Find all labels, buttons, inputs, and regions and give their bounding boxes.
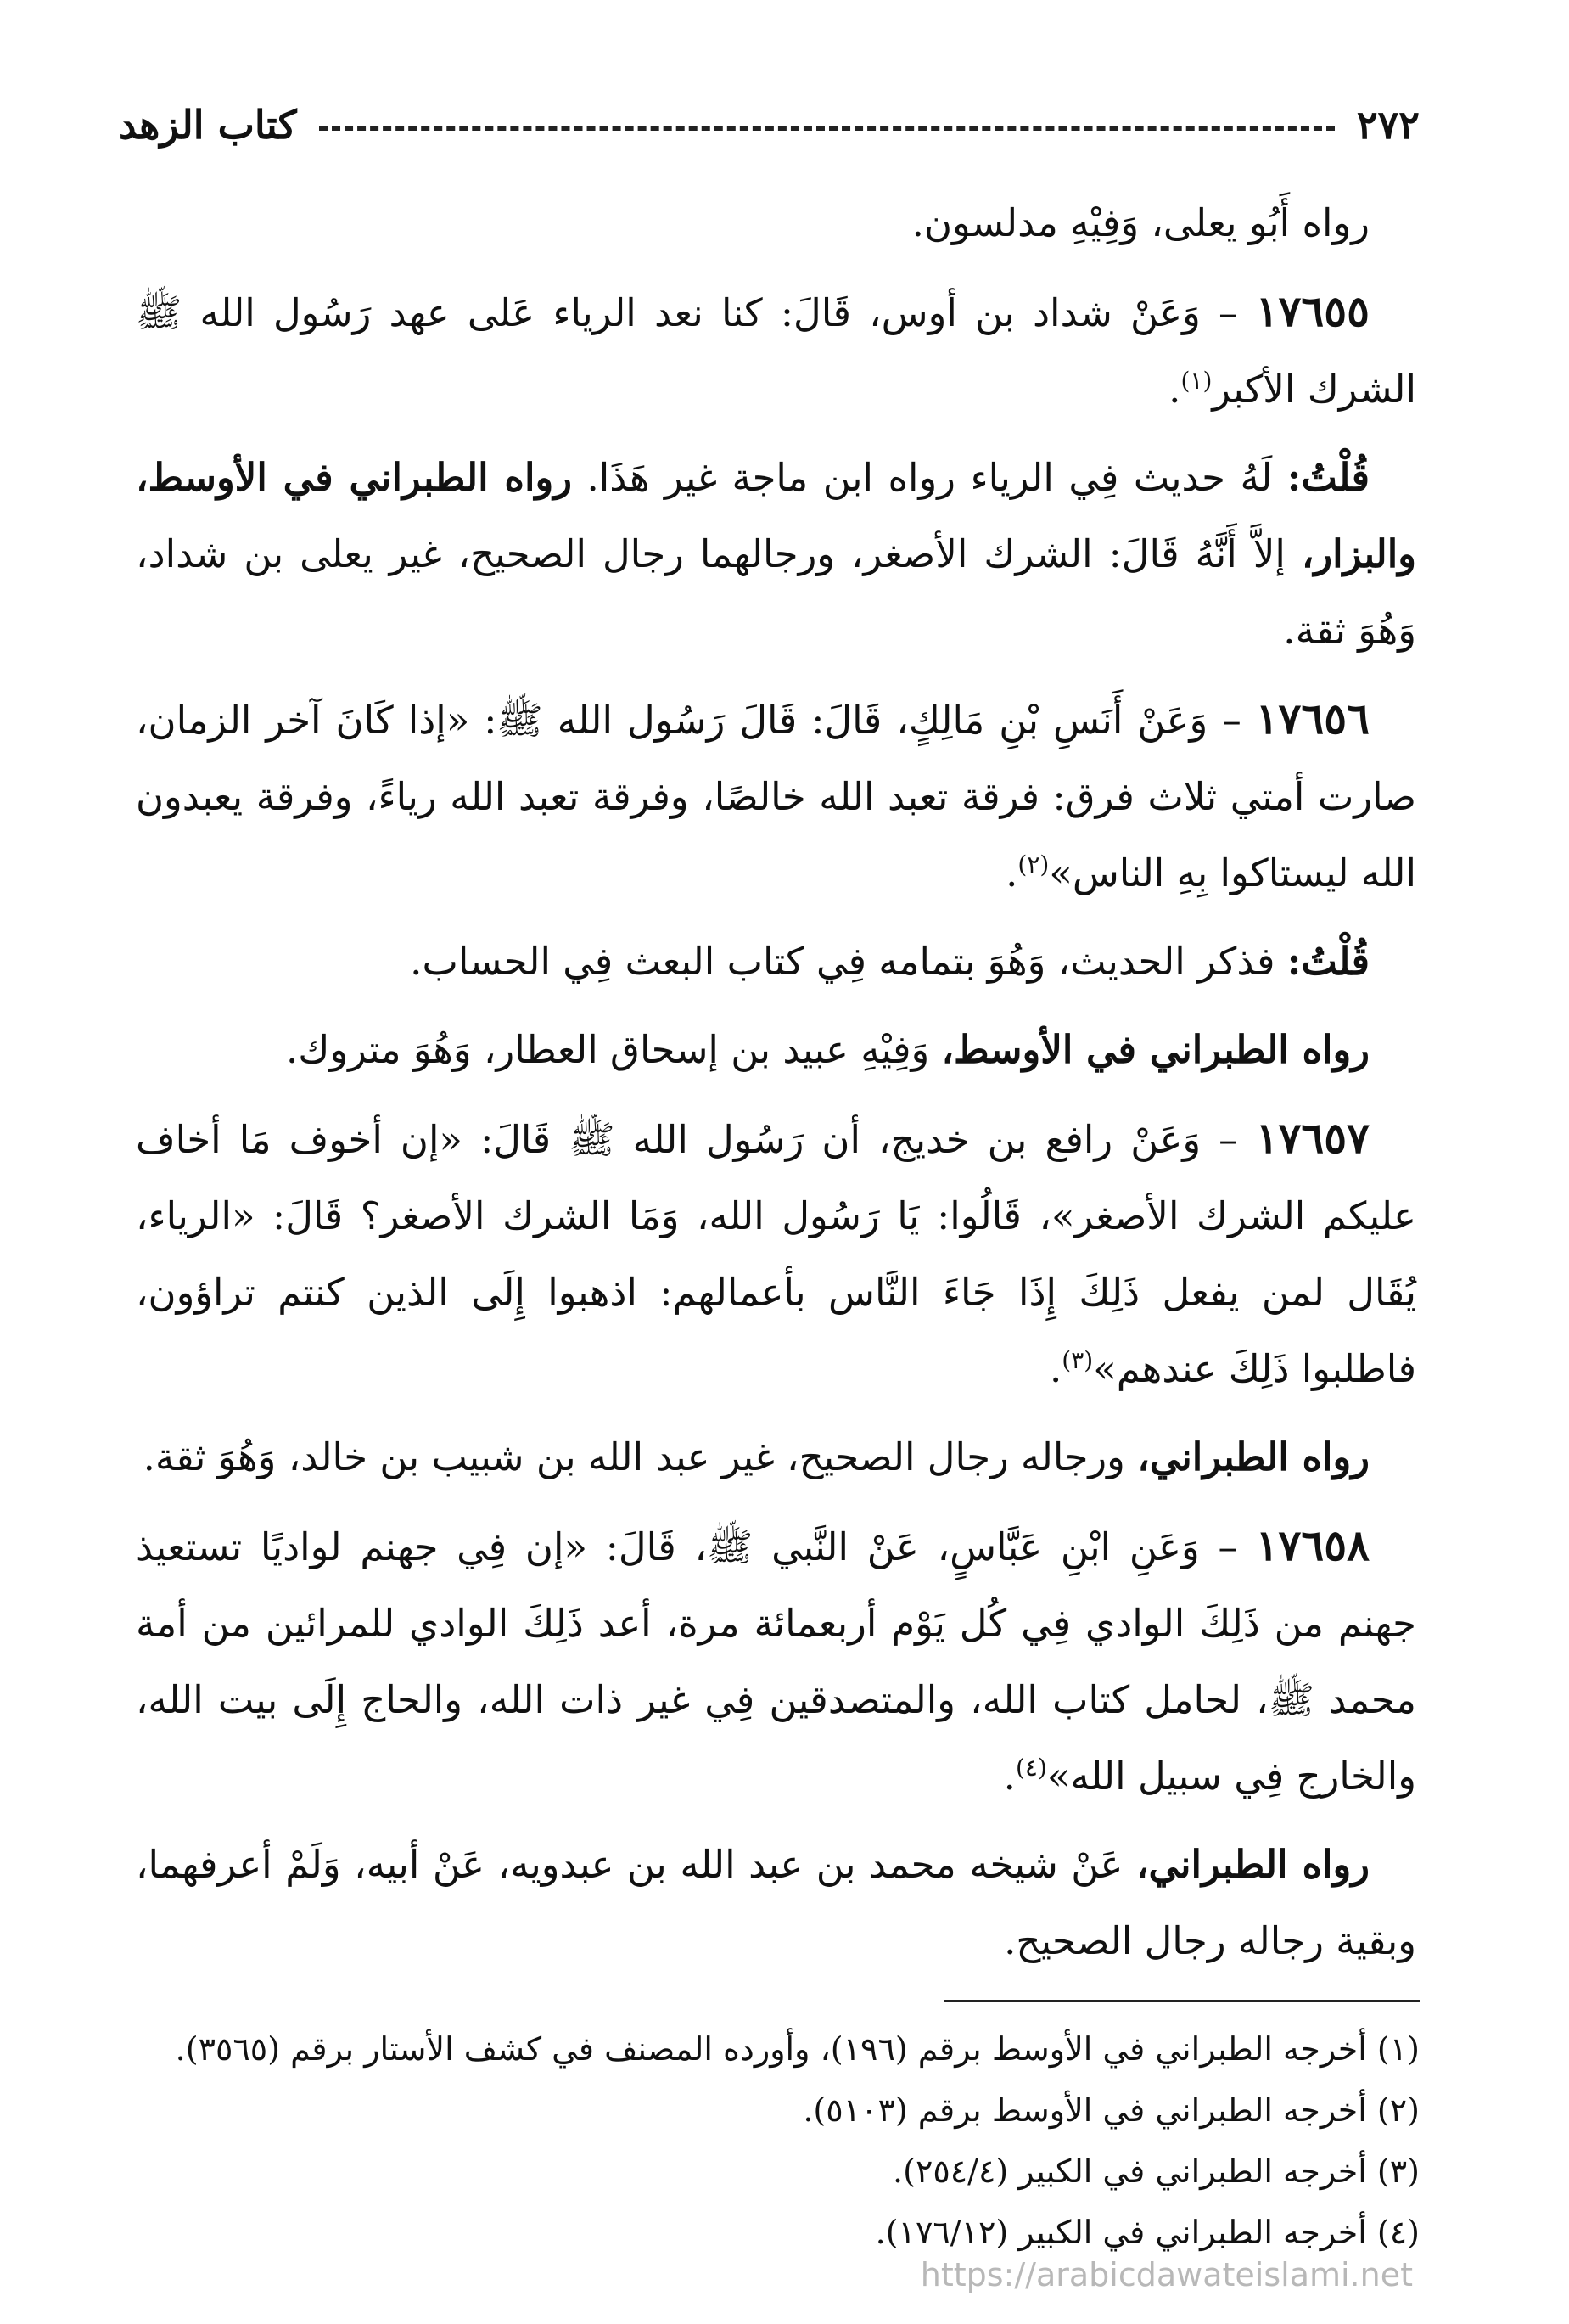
- hadith-end: .: [1168, 367, 1181, 412]
- hadith-number: ١٧٦٥٥: [1255, 286, 1370, 336]
- paragraph: [136, 185, 1416, 261]
- footnote-marker[interactable]: (٤): [1015, 1754, 1047, 1782]
- hadith-17658: [136, 1507, 1416, 1815]
- footnote-marker[interactable]: (١): [1180, 367, 1213, 395]
- hadith-text: – وَعَنِ ابْنِ عَبَّاسٍ، عَنْ النَّبي ﷺ، قَالَ: «إن فِي جهنم لواديًا تستعيذ جهنم من ذَلِكَ الوادي فِي كُل يَوْم أربعمائة مرة، أعد ذَلِكَ الوادي للمرائين من أمة محمد ﷺ، لحامل كتاب الله، والمتصدقين فِي غير ذات الله، والحاج إِلَى بيت الله، والخارج فِي سبيل الله»: [136, 1524, 1416, 1799]
- hadith-text: – وَعَنْ رافع بن خديج، أن رَسُول الله ﷺ قَالَ: «إن أخوف مَا أخاف عليكم الشرك الأصغر»، قَالُوا: يَا رَسُول الله، وَمَا الشرك الأصغر؟ قَالَ: «الرياء، يُقَال لمن يفعل ذَلِكَ إِذَا جَاءَ النَّاس بأعمالهم: اذهبوا إِلَى الذين كنتم تراؤون، فاطلبوا ذَلِكَ عندهم»: [136, 1117, 1416, 1391]
- running-header: [119, 95, 1420, 154]
- footnote-4: (٤) أخرجه الطبراني في الكبير (١٧٦/١٢).: [875, 2214, 1420, 2251]
- hadith-number: ١٧٦٥٦: [1255, 693, 1370, 744]
- footnote-marker[interactable]: (٢): [1017, 850, 1050, 879]
- hadith-text: – وَعَنْ شداد بن أوس، قَالَ: كنا نعد الرياء عَلى عهد رَسُول الله ﷺ الشرك الأكبر: [136, 290, 1416, 412]
- commentary-text: فذكر الحديث، وَهُوَ بتمامه فِي كتاب البعث فِي الحساب.: [410, 939, 1275, 984]
- narrator-reference: رواه الطبراني في الأوسط، والبزار،: [136, 455, 1416, 576]
- narration-text: ورجاله رجال الصحيح، غير عبد الله بن شبيب بن خالد، وَهُوَ ثقة.: [143, 1434, 1125, 1479]
- hadith-end: .: [1003, 1754, 1016, 1799]
- narration-text: وَفِيْهِ عبيد بن إسحاق العطار، وَهُوَ متروك.: [285, 1027, 930, 1072]
- narrator-reference: رواه الطبراني،: [1137, 1434, 1370, 1479]
- page-number: ٢٧٢: [1356, 102, 1420, 148]
- hadith-17656: [136, 681, 1416, 912]
- paragraph-text: رواه أَبُو يعلى، وَفِيْهِ مدلسون.: [911, 200, 1370, 245]
- commentary-text: إلاَّ أَنَّهُ قَالَ: الشرك الأصغر، ورجالهما رجال الصحيح، غير يعلى بن شداد، وَهُوَ ثقة.: [136, 531, 1416, 653]
- footnote-1: (١) أخرجه الطبراني في الأوسط برقم (١٩٦)، وأورده المصنف في كشف الأستار برقم (٣٥٦٥).: [175, 2030, 1420, 2068]
- narrator-reference: رواه الطبراني،: [1135, 1842, 1370, 1887]
- narration-note: [136, 1012, 1416, 1088]
- commentary: [136, 923, 1416, 1000]
- commentary-lead: قُلْتُ:: [1286, 455, 1370, 500]
- narration-text: عَنْ شيخه محمد بن عبد الله بن عبدويه، عَنْ أبيه، وَلَمْ أعرفهما، وبقية رجاله رجال الصحيح.: [136, 1842, 1416, 1963]
- hadith-number: ١٧٦٥٨: [1255, 1520, 1370, 1570]
- hadith-number: ١٧٦٥٧: [1255, 1113, 1370, 1163]
- footnotes: [119, 2018, 1420, 2263]
- header-dashed-rule: [319, 126, 1335, 131]
- hadith-text: – وَعَنْ أَنَسِ بْنِ مَالِكٍ، قَالَ: قَالَ رَسُول الله ﷺ: «إذا كَانَ آخر الزمان، صارت أمتي ثلاث فرق: فرقة تعبد الله خالصًا، وفرقة تعبد الله رياءً، وفرقة يعبدون الله ليستاكوا بِهِ الناس»: [136, 698, 1416, 895]
- hadith-end: .: [1049, 1346, 1062, 1391]
- commentary-text: لَهُ حديث فِي الرياء رواه ابن ماجة غير هَذَا.: [586, 455, 1273, 500]
- watermark-url: https://arabicdawateislami.net: [920, 2256, 1413, 2293]
- hadith-17655: [136, 273, 1416, 428]
- footnote-2: (٢) أخرجه الطبراني في الأوسط برقم (٥١٠٣).: [803, 2091, 1420, 2129]
- book-title: كتاب الزهد: [119, 102, 297, 148]
- footnote-divider: [944, 2000, 1420, 2002]
- narrator-reference: رواه الطبراني في الأوسط،: [941, 1027, 1370, 1072]
- hadith-end: .: [1006, 850, 1018, 895]
- hadith-17657: [136, 1100, 1416, 1407]
- narration-note: [136, 1419, 1416, 1496]
- commentary: [136, 440, 1416, 669]
- main-text: [136, 185, 1416, 1991]
- narration-note: [136, 1827, 1416, 1979]
- commentary-lead: قُلْتُ:: [1286, 939, 1370, 984]
- footnote-3: (٣) أخرجه الطبراني في الكبير (٢٥٤/٤).: [893, 2153, 1420, 2190]
- footnote-marker[interactable]: (٣): [1062, 1346, 1094, 1374]
